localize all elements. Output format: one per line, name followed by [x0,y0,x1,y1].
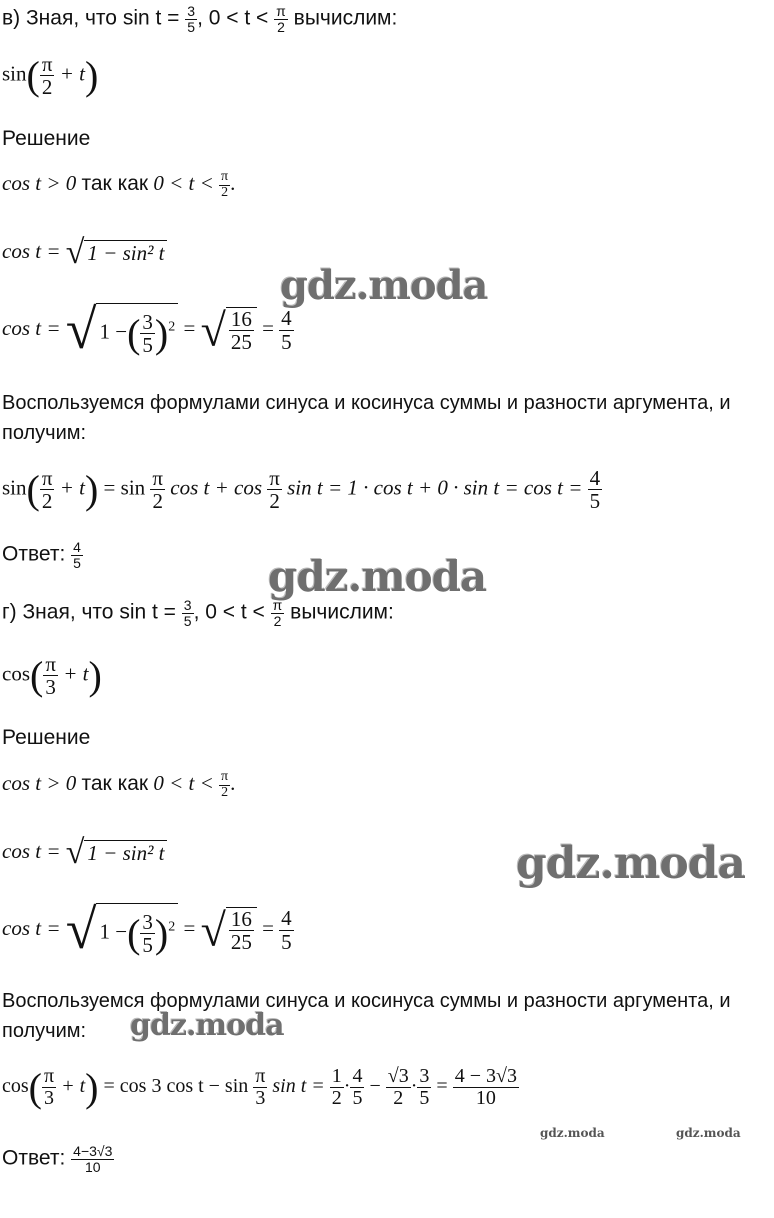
watermark: gdz.moda [130,1008,284,1043]
fraction [140,311,155,356]
right-paren: ) [84,53,99,98]
expression: cos t = [2,838,61,863]
equals: = [183,315,196,340]
radicand: 1 − sin² t [84,240,167,266]
function-name: cos [2,661,30,686]
left-paren: ( [26,467,40,512]
radicand [226,307,257,353]
numerator: 4 [352,1065,363,1087]
function-name: sin [2,61,27,86]
task-tail: + t [63,661,89,686]
radicand-text: 1 − [99,919,128,944]
expression: cos t > 0 [2,171,77,195]
part-g-intro [2,598,394,628]
fraction [271,598,285,628]
denominator: 2 [393,1087,404,1109]
right-paren: ) [154,311,169,356]
fraction [140,911,155,956]
fraction [453,1066,519,1109]
fraction [71,540,83,570]
exponent: 2 [168,319,176,335]
denominator: 2 [152,489,163,513]
fraction [350,1066,364,1109]
fraction [185,4,197,34]
equals: = [436,1075,448,1098]
numerator: 4 [281,306,292,331]
fraction [330,1066,344,1109]
numerator: 4 [73,539,81,555]
fraction [386,1066,411,1109]
numerator: π [41,51,53,76]
numerator: π [276,3,286,19]
denominator: 2 [273,612,282,629]
part-v-answer [2,540,83,570]
fraction [588,467,603,512]
fraction [229,308,254,353]
fraction [182,598,194,628]
expression: + t [61,1075,86,1098]
fraction [219,770,230,800]
denominator: 2 [221,184,229,200]
condition: , 0 < t < [197,6,269,30]
part-v-line3 [2,298,294,362]
radical-sign: √ [65,899,97,961]
right-paren: ) [154,911,169,956]
numerator: 3 [187,3,196,19]
numerator: π [45,651,56,676]
radicand [226,907,257,953]
intro-suffix: вычислим: [293,6,398,30]
fraction [417,1066,431,1109]
exponent: 2 [168,919,176,935]
expression: = cos 3 cos t − sin [103,1075,249,1098]
numerator: π [44,1065,55,1087]
denominator: 5 [142,333,153,357]
radical-sign: √ [65,299,97,361]
left-paren: ( [28,1065,42,1110]
denominator: 2 [221,784,229,800]
answer-label: Ответ: [2,542,66,566]
right-paren: ) [88,653,102,698]
denominator: 5 [589,489,601,513]
numerator: 16 [230,306,252,331]
part-v-main-equation [2,466,602,513]
denominator: 2 [269,489,280,513]
numerator: 1 [331,1065,342,1087]
operator: − [369,1075,381,1098]
denominator: 5 [281,329,292,354]
part-g-task [2,652,102,699]
left-paren: ( [127,911,141,956]
denominator: 5 [183,612,192,629]
fraction [219,170,230,200]
numerator: 4−3√3 [73,1143,113,1159]
intro-text: г) Зная, что sin t = [2,600,176,624]
denominator: 2 [41,489,53,513]
numerator: π [152,465,164,490]
fraction [42,1066,56,1109]
denominator: 10 [475,1087,496,1109]
numerator: 3 [183,597,192,613]
watermark: gdz.moda [268,552,487,601]
function-name: sin [2,475,27,500]
right-paren: ) [84,467,99,512]
numerator: 3 [419,1065,430,1087]
numerator: 3 [142,909,153,934]
fraction [279,307,294,352]
equals: = [262,915,274,940]
part-g-line3 [2,898,294,962]
denominator: 3 [255,1087,266,1109]
denominator: 5 [73,554,81,571]
denominator: 5 [142,933,153,957]
numerator: 4 [589,465,601,490]
watermark: gdz.moda [540,1126,605,1140]
part-v-task [2,52,98,99]
denominator: 2 [331,1087,342,1109]
expression: sin t = [272,1075,325,1098]
operator: · [410,1075,418,1098]
part-v-solution-label: Решение [2,127,91,150]
left-paren: ( [127,311,141,356]
numerator: 16 [230,906,252,931]
connector-text: так как [81,772,149,795]
fraction [40,467,55,512]
expression: = sin [103,475,146,500]
numerator: 3 [142,309,153,334]
task-tail: + t [59,61,85,86]
condition: 0 < t < [153,771,214,795]
answer-label: Ответ: [2,1146,66,1170]
fraction [267,467,282,512]
part-g-line2 [2,834,167,872]
fraction [40,53,55,98]
denominator: 5 [352,1087,363,1109]
expression: cos t = [2,315,61,340]
denominator: 3 [45,675,56,699]
radicand-text: 1 − [99,319,128,344]
function-name: cos [2,1075,29,1098]
intro-text: в) Зная, что sin t = [2,6,180,30]
expression: sin t = 1 · cos t + 0 · sin t = cos t = [287,475,583,500]
numerator: 4 [281,906,292,931]
numerator: π [255,1065,266,1087]
radical-sign: √ [200,304,226,356]
part-g-answer [2,1144,114,1174]
fraction [279,907,294,952]
expression: cos t + cos [170,475,263,500]
fraction [43,653,58,698]
radical-sign: √ [200,904,226,956]
left-paren: ( [30,653,44,698]
denominator: 2 [277,18,285,35]
denominator: 25 [230,330,252,354]
operator: · [343,1075,351,1098]
right-paren: ) [85,1065,99,1110]
watermark: gdz.moda [676,1126,741,1140]
part-g-main-equation [2,1064,519,1111]
expression: cos t = [2,238,61,263]
part-g-solution-label: Решение [2,726,91,749]
fraction [229,908,254,953]
numerator: π [221,769,229,784]
denominator: 25 [230,930,252,954]
radicand: 1 − sin² t [84,840,167,866]
left-paren: ( [26,53,40,98]
numerator: √3 [387,1065,409,1087]
watermark: gdz.moda [280,262,488,309]
intro-suffix: вычислим: [290,600,394,624]
radicand [96,303,178,357]
part-v-intro [2,4,397,34]
fraction [150,467,165,512]
connector-text: так как [81,172,149,195]
part-v-line2 [2,234,167,272]
equals: = [262,315,274,340]
fraction [274,4,288,34]
denominator: 2 [41,75,53,99]
numerator: 4 − 3√3 [454,1065,517,1087]
fraction [71,1144,114,1174]
numerator: π [272,597,283,613]
expression: cos t > 0 [2,771,77,795]
radicand [96,903,178,957]
denominator: 5 [187,18,196,35]
expression: + t [59,475,85,500]
denominator: 5 [419,1087,430,1109]
part-g-line1: cos t > 0 так как 0 < t < $\frac{\pi}{2}$ . [2,769,236,800]
condition: 0 < t < [153,171,214,195]
part-v-line1: cos t > 0 так как 0 < t < $\frac{\pi}{2}$ . [2,169,236,200]
numerator: π [41,465,53,490]
expression: cos t = [2,915,61,940]
denominator: 3 [44,1087,55,1109]
radical-sign: √ [65,234,85,271]
numerator: π [221,169,229,184]
denominator: 10 [84,1158,101,1175]
numerator: π [269,465,280,490]
equals: = [183,915,196,940]
condition: , 0 < t < [193,600,265,624]
part-v-paragraph: Воспользуемся формулами синуса и косинуса суммы и разности аргумента, и получим: [2,392,731,444]
fraction [253,1066,267,1109]
part-g-paragraph: Воспользуемся формулами синуса и косинуса суммы и разности аргумента, и получим: [2,990,731,1042]
radical-sign: √ [65,834,85,871]
watermark: gdz.moda [516,838,746,889]
denominator: 5 [281,929,292,954]
